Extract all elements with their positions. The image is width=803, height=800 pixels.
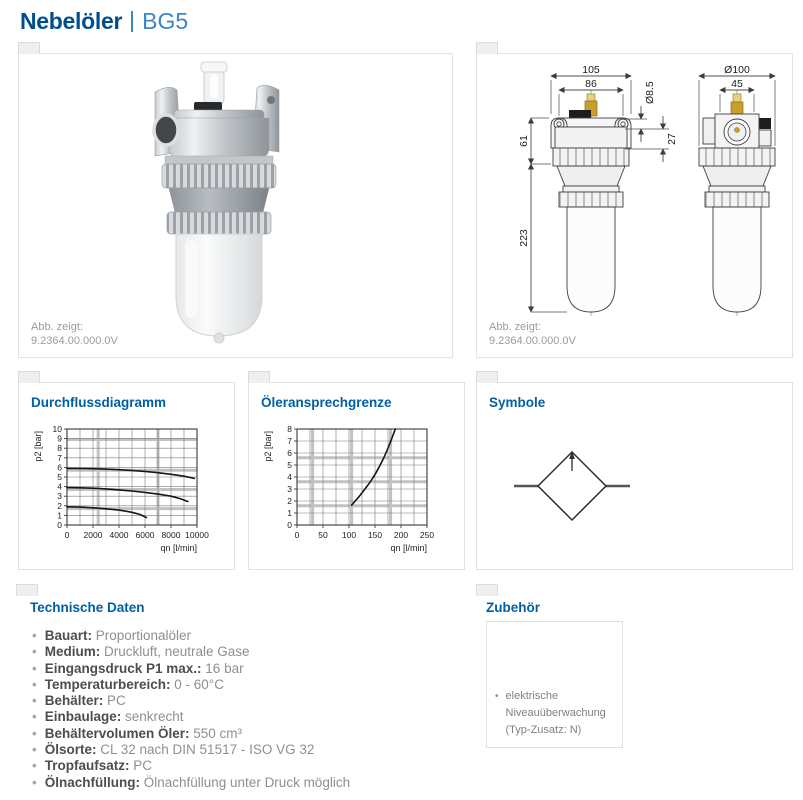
tech-item-label: Eingangsdruck P1 max.:: [44, 660, 202, 676]
svg-text:8: 8: [287, 424, 292, 434]
svg-text:0: 0: [287, 520, 292, 530]
technical-data-panel: [18, 588, 460, 791]
oil-response-heading: Öleransprechgrenze: [261, 395, 392, 410]
svg-text:200: 200: [393, 530, 409, 540]
svg-text:7: 7: [57, 452, 62, 463]
svg-text:5: 5: [57, 472, 62, 482]
tech-item: [32, 693, 460, 709]
tech-item-value: PC: [103, 693, 126, 709]
lubricator-photo: [154, 62, 279, 343]
tech-item-value: Ölnachfüllung unter Druck möglich: [139, 774, 351, 790]
accessory-item: [495, 688, 614, 739]
dim-height-upper: 61: [518, 135, 530, 147]
dim-side-inner: 45: [731, 78, 743, 90]
tech-item: [32, 758, 460, 774]
bullet-icon: •: [32, 774, 37, 790]
dimension-drawing-panel: [476, 53, 793, 358]
tech-item-value: PC: [129, 758, 153, 774]
tech-item: [32, 661, 460, 677]
svg-text:4000: 4000: [109, 530, 129, 540]
tech-item: [32, 775, 460, 791]
svg-text:qn [l/min]: qn [l/min]: [390, 543, 427, 553]
svg-text:50: 50: [318, 530, 328, 540]
accessory-item-text: elektrische Niveauüberwachung (Typ-Zusatz: N): [505, 690, 606, 736]
tech-item-value: CL 32 nach DIN 51517 - ISO VG 32: [96, 742, 315, 758]
tech-item: [32, 677, 460, 693]
technical-data-heading: Technische Daten: [30, 600, 145, 615]
svg-text:100: 100: [341, 530, 357, 540]
dim-front-inner: 86: [585, 78, 597, 90]
dimension-drawing: [477, 54, 792, 357]
svg-text:4: 4: [57, 481, 62, 492]
caption-article-number: 9.2364.00.000.0V: [489, 335, 576, 347]
accessories-heading: Zubehör: [486, 600, 540, 615]
tech-item-label: Behältervolumen Öler:: [44, 725, 190, 741]
dim-port-offset: 27: [666, 133, 678, 145]
bullet-icon: •: [32, 693, 37, 709]
caption-line: Abb. zeigt:: [489, 321, 541, 333]
tech-item-label: Medium:: [44, 644, 101, 660]
tech-item-label: Einbaulage:: [44, 709, 122, 725]
tech-item-label: Ölsorte:: [44, 742, 97, 758]
caption-line: Abb. zeigt:: [31, 321, 83, 333]
svg-text:10000: 10000: [185, 530, 209, 540]
tech-item: [32, 726, 460, 742]
drawing-caption: [489, 320, 576, 348]
tech-item-value: 0 - 60°C: [170, 676, 224, 692]
svg-text:0: 0: [64, 530, 70, 540]
tech-item-value: 16 bar: [201, 660, 244, 676]
oil-response-chart: [255, 419, 465, 557]
svg-text:p2 [bar]: p2 [bar]: [33, 431, 43, 462]
svg-text:8: 8: [57, 443, 62, 454]
page-title: [20, 8, 188, 35]
oil-response-chart-panel: [248, 382, 465, 570]
bullet-icon: •: [32, 742, 37, 758]
svg-text:4: 4: [287, 472, 292, 482]
bullet-icon: •: [495, 691, 499, 702]
tech-item-value: senkrecht: [121, 709, 184, 725]
svg-text:0: 0: [294, 530, 300, 540]
accessories-box: [486, 621, 623, 748]
svg-text:6: 6: [287, 448, 292, 458]
tech-item-label: Temperaturbereich:: [44, 676, 171, 692]
tech-item: [32, 709, 460, 725]
tech-item-value: Proportionalöler: [92, 628, 192, 643]
lubricator-symbol-icon: [477, 383, 792, 569]
title-separator: [131, 11, 133, 32]
product-photo: [19, 54, 452, 357]
front-view: [518, 64, 678, 318]
flow-chart-heading: Durchflussdiagramm: [31, 395, 167, 410]
dim-side-diameter: Ø100: [724, 64, 750, 76]
technical-data-list: [18, 628, 460, 791]
svg-text:qn [l/min]: qn [l/min]: [160, 543, 197, 553]
svg-text:1: 1: [287, 508, 292, 518]
svg-text:3: 3: [57, 491, 62, 502]
svg-text:150: 150: [367, 530, 383, 540]
tech-item-value: Druckluft, neutrale Gase: [100, 644, 250, 660]
svg-text:6000: 6000: [135, 530, 155, 540]
svg-text:8000: 8000: [161, 530, 181, 540]
symbols-panel: [476, 382, 793, 570]
svg-text:5: 5: [287, 460, 292, 470]
svg-text:7: 7: [287, 436, 292, 446]
product-photo-panel: [18, 53, 453, 358]
flow-chart-panel: [18, 382, 235, 570]
bullet-icon: •: [32, 725, 37, 741]
svg-text:1: 1: [57, 510, 62, 521]
accessories-list: [495, 688, 614, 739]
tech-item-label: Behälter:: [44, 693, 104, 709]
svg-text:250: 250: [419, 530, 435, 540]
svg-text:2: 2: [287, 496, 292, 506]
svg-text:3: 3: [287, 484, 292, 494]
accessories-panel: [476, 588, 636, 748]
bullet-icon: •: [32, 660, 37, 676]
dim-height-total: 223: [518, 229, 530, 247]
tech-item-label: Ölnachfüllung:: [44, 774, 140, 790]
dim-hole-diameter: Ø8.5: [644, 81, 656, 104]
bullet-icon: •: [32, 758, 37, 774]
svg-text:0: 0: [57, 520, 62, 530]
tech-item: [32, 742, 460, 758]
product-name: Nebelöler: [20, 8, 123, 34]
svg-text:9: 9: [57, 433, 62, 444]
bullet-icon: •: [32, 709, 37, 725]
svg-text:p2 [bar]: p2 [bar]: [263, 431, 273, 462]
symbols-heading: Symbole: [489, 395, 546, 410]
side-view: [699, 64, 775, 318]
svg-text:10: 10: [52, 424, 62, 434]
svg-text:6: 6: [57, 462, 62, 473]
svg-text:2: 2: [57, 500, 62, 511]
photo-caption: [31, 320, 118, 348]
tech-item-label: Tropfaufsatz:: [44, 758, 130, 774]
tech-item: [32, 644, 460, 660]
bullet-icon: •: [32, 644, 37, 660]
tech-item: [32, 628, 460, 644]
tech-item-label: Bauart:: [44, 628, 92, 643]
bullet-icon: •: [32, 676, 37, 692]
product-size: BG5: [142, 8, 189, 34]
dim-front-width: 105: [582, 64, 600, 76]
tech-item-value: 550 cm³: [189, 725, 243, 741]
flow-chart: [25, 419, 235, 557]
caption-article-number: 9.2364.00.000.0V: [31, 335, 118, 347]
bullet-icon: •: [32, 628, 37, 643]
svg-text:2000: 2000: [83, 530, 103, 540]
